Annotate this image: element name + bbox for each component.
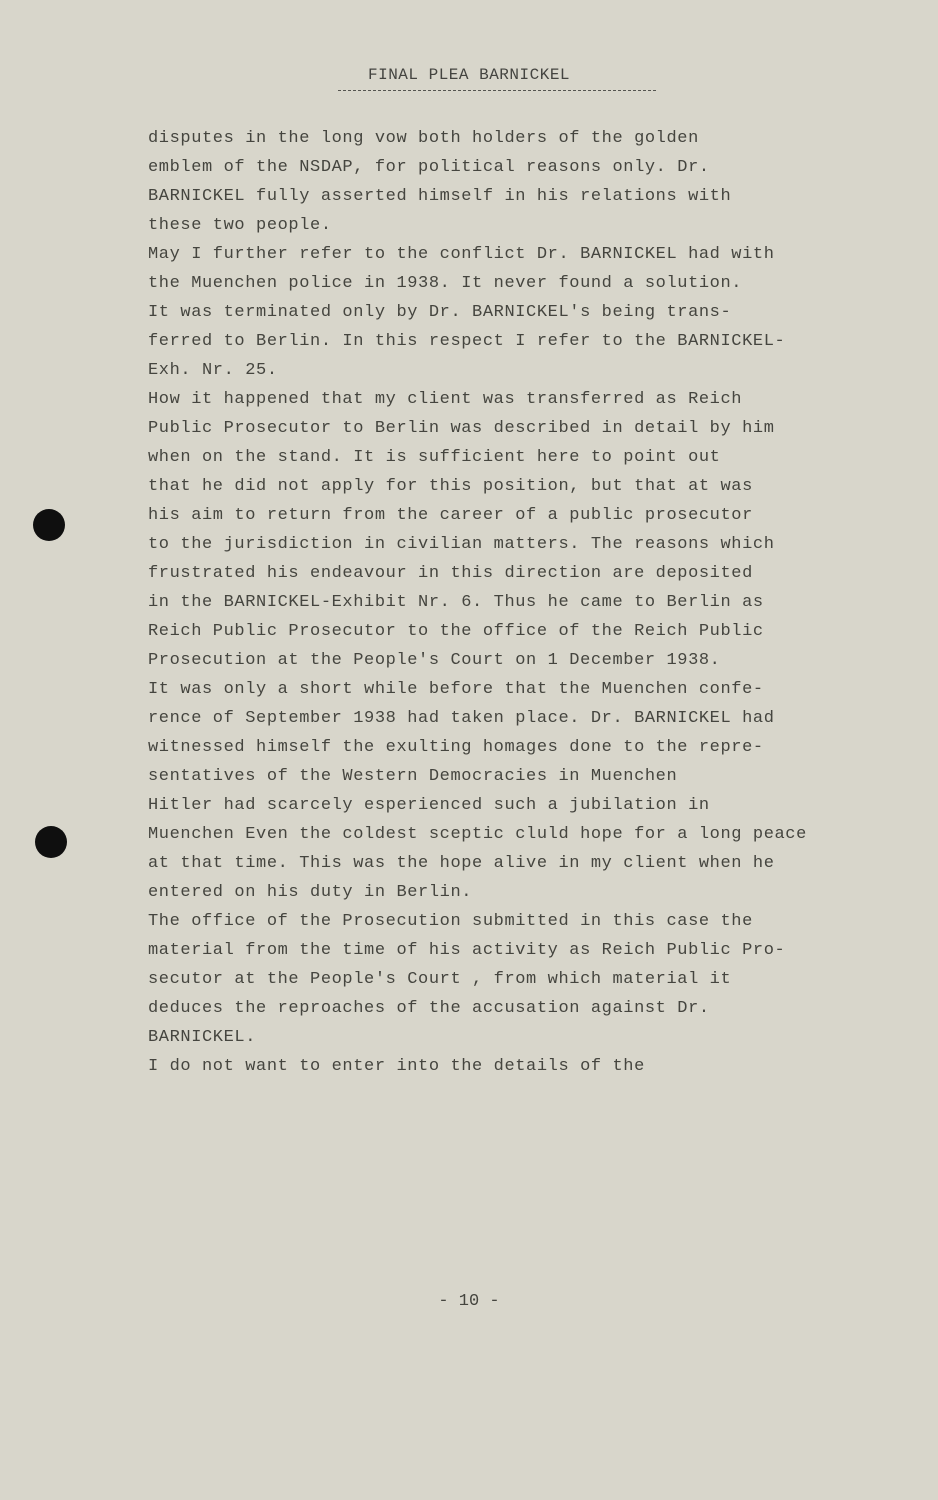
text-line: witnessed himself the exulting homages done to the repre- [148,738,764,757]
text-line: material from the time of his activity as Reich Public Pro- [148,941,786,960]
text-line: the Muenchen police in 1938. It never found a solution. [148,274,743,293]
text-line: BARNICKEL fully asserted himself in his relations with [148,187,732,206]
text-line: emblem of the NSDAP, for political reasons only. Dr. [148,158,710,177]
text-line: frustrated his endeavour in this direction are deposited [148,564,753,583]
text-line: that he did not apply for this position, but that at was [148,477,753,496]
text-line: rence of September 1938 had taken place. Dr. BARNICKEL had [148,709,775,728]
text-line: when on the stand. It is sufficient here to point out [148,448,721,467]
punch-hole [35,826,67,858]
text-line: BARNICKEL. [148,1028,257,1047]
text-line: in the BARNICKEL-Exhibit Nr. 6. Thus he came to Berlin as [148,593,764,612]
text-line: to the jurisdiction in civilian matters. The reasons which [148,535,775,554]
text-line: It was terminated only by Dr. BARNICKEL's being trans- [148,303,732,322]
text-line: his aim to return from the career of a public prosecutor [148,506,753,525]
page-header-title: FINAL PLEA BARNICKEL [367,66,571,84]
text-line: I do not want to enter into the details of the [148,1057,645,1076]
text-line: these two people. [148,216,332,235]
text-line: Muenchen Even the coldest sceptic cluld hope for a long peace [148,825,807,844]
text-line: deduces the reproaches of the accusation against Dr. [148,999,710,1018]
body-text [148,124,868,1081]
text-line: ferred to Berlin. In this respect I refer to the BARNICKEL- [148,332,786,351]
text-line: It was only a short while before that the Muenchen confe- [148,680,764,699]
text-line: disputes in the long vow both holders of the golden [148,129,699,148]
text-line: secutor at the People's Court , from which material it [148,970,732,989]
page-number: - 10 - [438,1292,500,1311]
punch-hole [33,509,65,541]
text-line: at that time. This was the hope alive in my client when he [148,854,775,873]
text-line: Prosecution at the People's Court on 1 December 1938. [148,651,721,670]
text-line: entered on his duty in Berlin. [148,883,473,902]
header-underline [338,90,656,91]
text-line: The office of the Prosecution submitted in this case the [148,912,753,931]
text-line: Hitler had scarcely esperienced such a jubilation in [148,796,710,815]
text-line: sentatives of the Western Democracies in Muenchen [148,767,678,786]
text-line: Public Prosecutor to Berlin was described in detail by him [148,419,775,438]
text-line: May I further refer to the conflict Dr. BARNICKEL had with [148,245,775,264]
text-line: Reich Public Prosecutor to the office of the Reich Public [148,622,764,641]
text-line: How it happened that my client was transferred as Reich [148,390,743,409]
text-line: Exh. Nr. 25. [148,361,278,380]
